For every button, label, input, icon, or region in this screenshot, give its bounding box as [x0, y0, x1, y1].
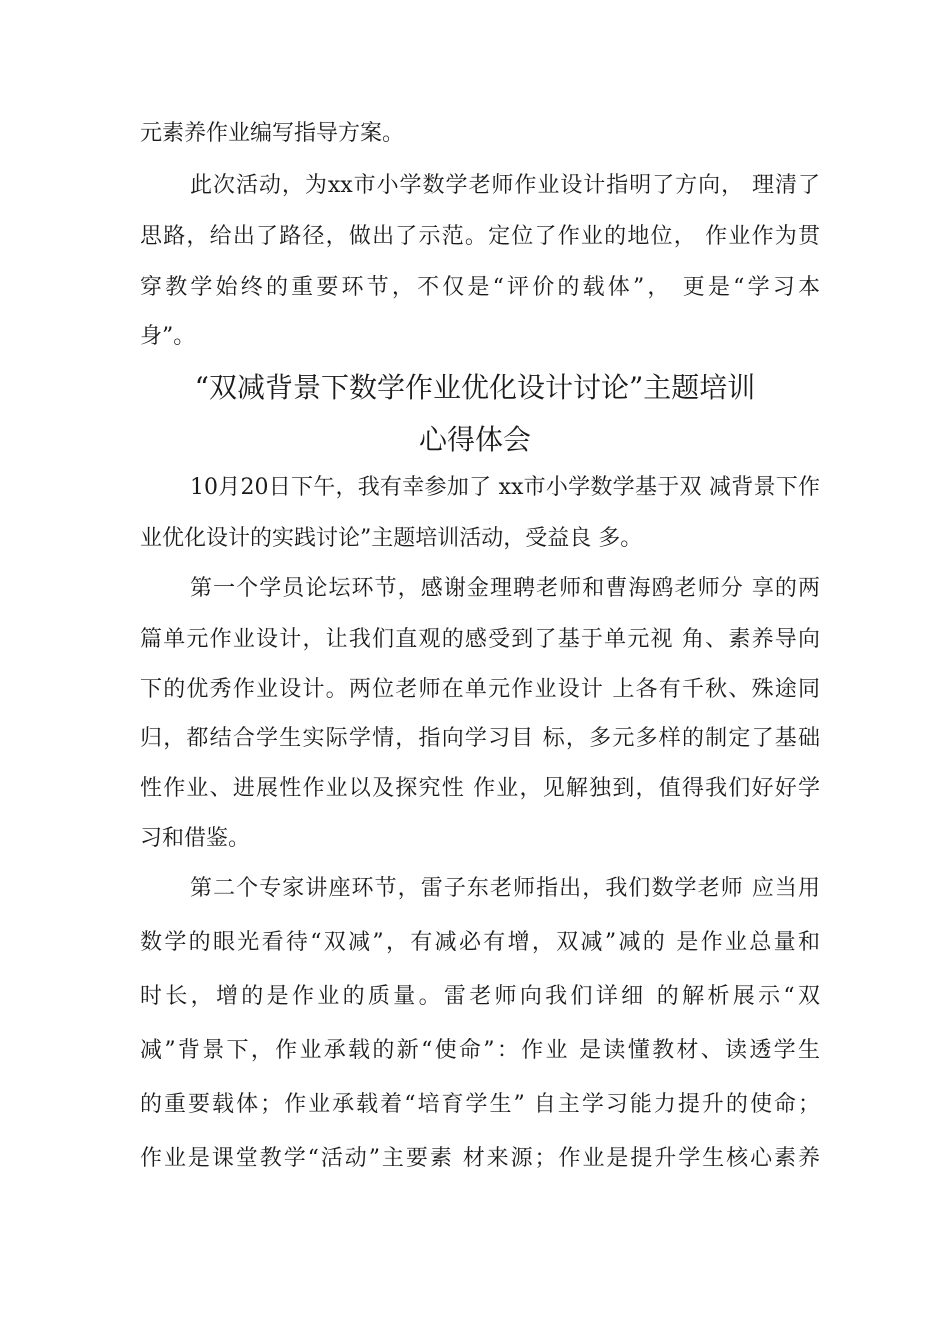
paragraph-line: 10月20日下午，我有幸参加了 xx市小学数学基于双 减背景下作	[190, 475, 820, 500]
page-title: “双减背景下数学作业优化设计讨论”主题培训	[194, 371, 756, 404]
paragraph-line: 下的优秀作业设计。两位老师在单元作业设计 上各有千秋、殊途同	[140, 677, 820, 702]
paragraph-line: 身”。	[140, 324, 196, 349]
paragraph-line: 减”背景下，作业承载的新“使命”：作业 是读懂教材、读透学生	[140, 1038, 820, 1063]
paragraph-line: 的重要载体；作业承载着“培育学生” 自主学习能力提升的使命；	[140, 1092, 820, 1117]
paragraph-line: 业优化设计的实践讨论”主题培训活动，受益良 多。	[140, 526, 643, 551]
paragraph-line: 数学的眼光看待“双减”，有减必有增，双减”减的 是作业总量和	[140, 930, 820, 955]
paragraph-line: 篇单元作业设计，让我们直观的感受到了基于单元视 角、素养导向	[140, 627, 820, 652]
paragraph-line: 作业是课堂教学“活动”主要素 材来源；作业是提升学生核心素养	[140, 1146, 820, 1171]
paragraph-line: 归，都结合学生实际学情，指向学习目 标，多元多样的制定了基础	[140, 726, 820, 751]
paragraph-line: 思路，给出了路径，做出了示范。定位了作业的地位， 作业作为贯	[140, 224, 820, 249]
paragraph-line: 性作业、进展性作业以及探究性 作业，见解独到，值得我们好好学	[140, 776, 820, 801]
paragraph-line: 元素养作业编写指导方案。	[140, 121, 405, 146]
page-subtitle: 心得体会	[418, 423, 531, 456]
paragraph-line: 第一个学员论坛环节，感谢金理聘老师和曹海鸥老师分 享的两	[190, 576, 820, 601]
paragraph-line: 此次活动，为xx市小学数学老师作业设计指明了方向， 理清了	[190, 173, 820, 198]
paragraph-line: 习和借鉴。	[140, 826, 251, 851]
paragraph-line: 时长，增的是作业的质量。雷老师向我们详细 的解析展示“双	[140, 984, 820, 1009]
paragraph-line: 第二个专家讲座环节，雷子东老师指出，我们数学老师 应当用	[190, 876, 820, 901]
paragraph-line: 穿教学始终的重要环节，不仅是“评价的载体”， 更是“学习本	[140, 275, 820, 300]
